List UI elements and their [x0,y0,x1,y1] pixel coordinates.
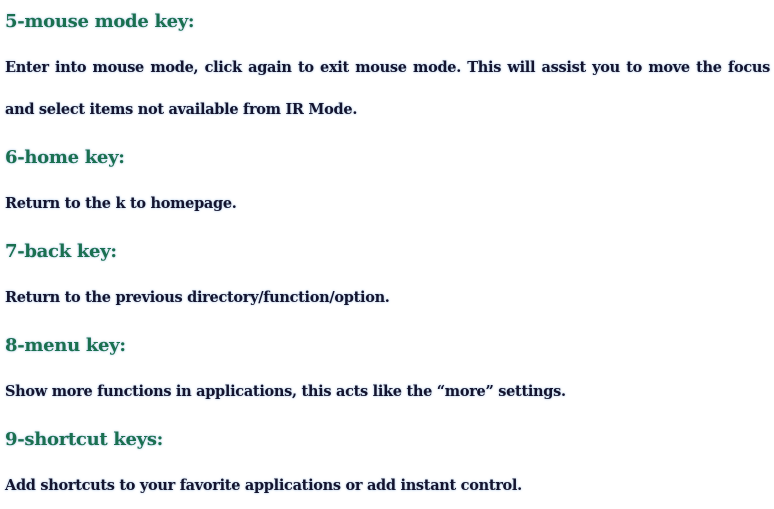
section-paragraph: Return to the previous directory/function/option. [5,289,390,306]
section-paragraph: Add shortcuts to your favorite applications or add instant control. [5,477,522,494]
section-back-key [5,242,770,319]
section-paragraph: Return to the k to homepage. [5,195,237,212]
section-heading: 6-home key: [5,147,125,168]
section-heading: 7-back key: [5,241,117,262]
section-mouse-mode-key [5,12,770,131]
section-shortcut-keys [5,430,770,507]
section-heading: 8-menu key: [5,335,126,356]
section-menu-key [5,336,770,413]
section-heading: 5-mouse mode key: [5,11,195,32]
section-heading: 9-shortcut keys: [5,429,164,450]
section-paragraph: Enter into mouse mode, click again to exit mouse mode. This will assist you to move the focus and select items not available from IR Mode. [5,59,770,118]
section-paragraph: Show more functions in applications, this acts like the “more” settings. [5,383,566,400]
section-home-key [5,148,770,225]
